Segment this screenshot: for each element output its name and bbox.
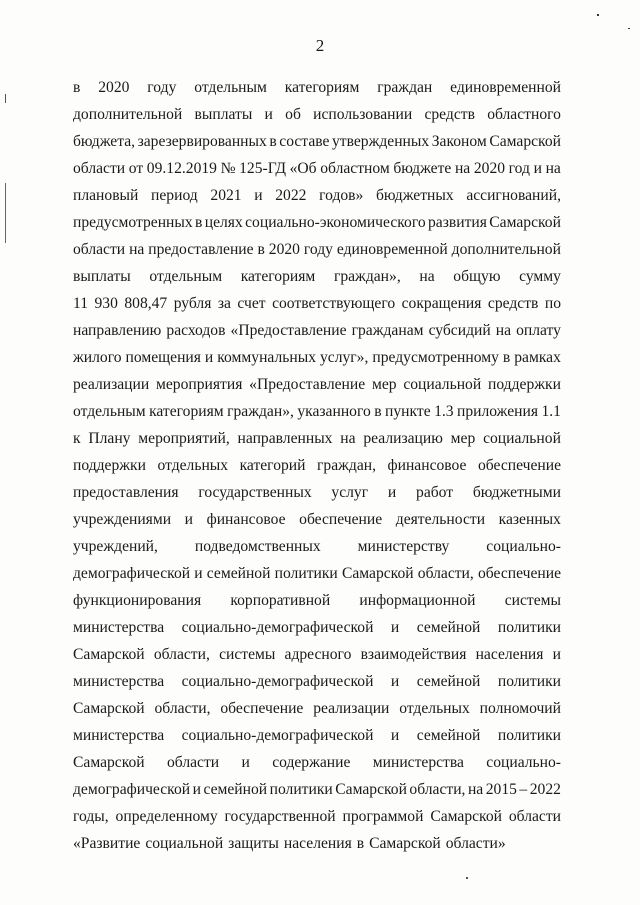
word: 2015 <box>485 781 517 798</box>
word: году <box>303 241 333 258</box>
word: и <box>194 565 203 582</box>
word: политики <box>497 727 561 744</box>
word: предусмотренному <box>372 349 499 366</box>
word: расходов <box>166 322 226 339</box>
text-line <box>73 506 561 533</box>
word: социальной <box>483 430 561 447</box>
word: области <box>508 808 561 825</box>
word: 2021 <box>210 187 242 204</box>
word: Самарской <box>489 214 561 231</box>
word: рубля <box>173 295 212 312</box>
word: период <box>151 187 198 204</box>
word: «Предоставление <box>230 322 347 339</box>
word: годов» <box>319 187 364 204</box>
word: гражданам <box>351 322 424 339</box>
word: Законом <box>431 133 487 150</box>
word: категорий <box>239 457 306 474</box>
word: корпоративной <box>230 592 331 609</box>
word: мер <box>371 376 397 393</box>
word: направленных <box>237 430 333 447</box>
word: реализации <box>73 376 150 393</box>
word: и <box>390 673 400 690</box>
word: указанного <box>297 403 371 420</box>
word: и <box>241 754 250 771</box>
word: политики <box>269 781 333 798</box>
word: мероприятий, <box>138 430 230 447</box>
text-line <box>73 155 561 182</box>
word: предусмотренных <box>73 214 193 231</box>
word: подведомственных <box>194 538 321 555</box>
word: и <box>264 106 273 123</box>
word: граждан», <box>333 268 401 285</box>
text-line <box>73 830 561 857</box>
text-line <box>73 263 561 290</box>
word: функционирования <box>73 592 202 609</box>
text-line <box>73 425 561 452</box>
word: 1.3 <box>434 403 454 420</box>
word: 2020 <box>98 79 130 96</box>
word: отдельным <box>73 403 146 420</box>
word: отдельных <box>157 457 229 474</box>
word: бюджета, <box>73 133 136 150</box>
text-line <box>73 641 561 668</box>
word: дополнительной <box>451 241 561 258</box>
word: от <box>128 160 144 177</box>
text-line <box>73 209 561 236</box>
word: единовременной <box>336 241 448 258</box>
word: граждан», <box>227 403 294 420</box>
word: развития <box>428 214 487 231</box>
word: системы <box>504 592 561 609</box>
word: № <box>220 160 236 177</box>
word: по <box>544 295 561 312</box>
word: области, <box>153 646 210 663</box>
word: социально- <box>486 538 561 555</box>
word: жилого <box>73 349 122 366</box>
word: социально-демографической <box>181 727 374 744</box>
word: годы, <box>73 808 109 825</box>
word: семейной <box>206 565 271 582</box>
word: поддержки <box>487 376 561 393</box>
text-line <box>73 344 561 371</box>
word: финансовое <box>387 457 467 474</box>
word: Самарской <box>335 781 407 798</box>
word: средств <box>487 295 539 312</box>
word: казенных <box>498 511 561 528</box>
word: деятельности <box>395 511 486 528</box>
word: выплаты <box>194 106 253 123</box>
text-line <box>73 668 561 695</box>
word: за <box>217 295 231 312</box>
word: рамках <box>514 349 561 366</box>
word: министерства <box>73 673 165 690</box>
word: в <box>502 349 511 366</box>
word: социальной <box>403 376 482 393</box>
word: семейной <box>416 619 481 636</box>
word: областном <box>320 160 390 177</box>
scan-edge-mark <box>5 183 6 243</box>
word: социально-демографической <box>181 619 374 636</box>
word: Самарской <box>73 700 145 717</box>
word: «Об <box>289 160 317 177</box>
word: адресного <box>284 646 352 663</box>
word: на <box>419 268 435 285</box>
word: обеспечение <box>220 700 304 717</box>
word: 1.1 <box>541 403 561 420</box>
word: дополнительной <box>73 106 183 123</box>
text-line <box>73 371 561 398</box>
word: содержание <box>272 754 351 771</box>
word: Самарской <box>341 565 414 582</box>
word: социально-демографической <box>181 673 374 690</box>
word: программой <box>342 808 424 825</box>
word: определенному <box>115 808 218 825</box>
word: услуг», <box>319 349 369 366</box>
text-line <box>73 614 561 641</box>
word: направлению <box>73 322 162 339</box>
word: плановый <box>73 187 139 204</box>
word: бюджетных <box>376 187 454 204</box>
word: реализации <box>313 700 390 717</box>
word: семейной <box>416 673 481 690</box>
word: и <box>254 187 263 204</box>
word: отдельным <box>194 79 267 96</box>
word: в <box>257 241 265 258</box>
text-line <box>73 236 561 263</box>
word: на <box>495 322 512 339</box>
word: в <box>269 133 277 150</box>
word: отдельных <box>399 700 470 717</box>
page-number: 2 <box>315 36 325 55</box>
text-line <box>73 101 561 128</box>
word: на <box>340 430 356 447</box>
text-line <box>73 560 561 587</box>
word: 2020 <box>268 241 300 258</box>
word: об <box>285 106 301 123</box>
word: составе <box>279 133 330 150</box>
text-line <box>73 182 561 209</box>
word: обеспечение <box>299 511 383 528</box>
word: – <box>519 781 528 798</box>
word: работ <box>416 484 454 501</box>
word: взаимодействия <box>360 646 467 663</box>
text-line <box>73 317 561 344</box>
word: учреждениями <box>73 511 172 528</box>
word: 2022 <box>275 187 307 204</box>
word: обеспечение <box>477 565 561 582</box>
word: 2022 <box>529 781 561 798</box>
word: социальной <box>145 835 224 852</box>
word: утвержденных <box>331 133 430 150</box>
word: зарезервированных <box>137 133 267 150</box>
word: 930 <box>94 295 118 312</box>
word: области, <box>154 700 211 717</box>
word: министерства <box>73 727 165 744</box>
word: граждан, <box>317 457 376 474</box>
word: год <box>508 160 530 177</box>
scan-edge-mark <box>5 94 6 103</box>
word: и <box>552 646 561 663</box>
word: государственной <box>224 808 336 825</box>
word: ассигнований, <box>466 187 561 204</box>
word: в <box>356 835 365 852</box>
word: области <box>167 754 220 771</box>
word: 808,47 <box>124 295 168 312</box>
word: соответствующего <box>272 295 396 312</box>
text-line <box>73 128 561 155</box>
word: и <box>184 511 194 528</box>
word: и <box>387 484 397 501</box>
word: единовременной <box>450 79 561 96</box>
word: в <box>195 214 203 231</box>
word: области <box>73 241 126 258</box>
word: области, <box>417 565 474 582</box>
word: на <box>545 160 561 177</box>
word: в <box>374 403 382 420</box>
word: помещения <box>125 349 201 366</box>
word: мероприятия <box>156 376 243 393</box>
word: году <box>147 79 177 96</box>
word: семейной <box>416 727 481 744</box>
text-line <box>73 398 561 425</box>
word: населения <box>475 646 544 663</box>
word: «Развитие <box>73 835 141 852</box>
word: Плану <box>88 430 131 447</box>
text-line <box>73 587 561 614</box>
word: оплату <box>516 322 561 339</box>
text-line <box>73 803 561 830</box>
word: к <box>73 430 81 447</box>
word: полномочий <box>479 700 561 717</box>
word: 125-ГД <box>239 160 286 177</box>
word: 09.12.2019 <box>146 160 217 177</box>
scan-speck <box>597 14 599 16</box>
text-line <box>73 695 561 722</box>
word: категориям <box>149 403 224 420</box>
word: в <box>73 79 81 96</box>
word: категориям <box>240 268 316 285</box>
word: учреждений, <box>73 538 158 555</box>
word: и <box>390 619 400 636</box>
word: 2020 <box>473 160 506 177</box>
word: министерства <box>372 754 464 771</box>
word: и <box>204 349 214 366</box>
word: государственных <box>198 484 312 501</box>
word: социально- <box>486 754 561 771</box>
word: пункте <box>385 403 431 420</box>
word: целях <box>204 214 243 231</box>
word: Самарской <box>430 808 502 825</box>
word: счет <box>237 295 266 312</box>
scan-speck <box>628 28 630 29</box>
text-line <box>73 749 561 776</box>
text-line <box>73 290 561 317</box>
word: области <box>73 160 126 177</box>
word: и <box>192 781 201 798</box>
word: семейной <box>203 781 268 798</box>
word: и <box>390 727 400 744</box>
word: областного <box>487 106 561 123</box>
word: услуг <box>331 484 369 501</box>
word: бюджете <box>393 160 452 177</box>
word: демографической <box>73 781 191 798</box>
word: на <box>129 241 145 258</box>
word: министерства <box>73 619 165 636</box>
word: бюджетными <box>472 484 561 501</box>
scan-speck <box>466 877 468 879</box>
word: отдельным <box>149 268 223 285</box>
word: общую <box>453 268 501 285</box>
word: защиты <box>228 835 279 852</box>
word: политики <box>497 619 561 636</box>
word: поддержки <box>73 457 146 474</box>
word: реализацию <box>363 430 443 447</box>
text-line <box>73 74 561 101</box>
word: информационной <box>359 592 476 609</box>
word: сумму <box>519 268 561 285</box>
word: сокращения <box>401 295 482 312</box>
word: на <box>454 160 471 177</box>
word: субсидий <box>428 322 491 339</box>
body-paragraph <box>73 74 561 857</box>
word: мер <box>450 430 476 447</box>
word: области» <box>445 835 506 852</box>
word: Самарской <box>369 835 441 852</box>
word: Самарской <box>489 133 561 150</box>
text-line <box>73 722 561 749</box>
word: населения <box>283 835 352 852</box>
word: области, <box>409 781 466 798</box>
text-line <box>73 776 561 803</box>
word: политики <box>274 565 338 582</box>
word: «Предоставление <box>249 376 366 393</box>
word: политики <box>497 673 561 690</box>
word: предоставление <box>148 241 254 258</box>
word: Самарской <box>73 754 145 771</box>
word: средств <box>424 106 475 123</box>
word: системы <box>219 646 276 663</box>
word: приложения <box>457 403 539 420</box>
word: министерству <box>357 538 450 555</box>
word: граждан <box>377 79 433 96</box>
text-line <box>73 479 561 506</box>
text-line <box>73 452 561 479</box>
word: обеспечение <box>477 457 561 474</box>
word: категориям <box>284 79 360 96</box>
word: на <box>467 781 484 798</box>
word: выплаты <box>73 268 131 285</box>
word: 11 <box>73 295 89 312</box>
word: финансовое <box>206 511 286 528</box>
word: и <box>533 160 542 177</box>
word: социально-экономического <box>245 214 426 231</box>
word: демографической <box>73 565 191 582</box>
word: Самарской <box>73 646 145 663</box>
word: использовании <box>313 106 413 123</box>
text-line <box>73 533 561 560</box>
word: коммунальных <box>217 349 316 366</box>
word: предоставления <box>73 484 179 501</box>
